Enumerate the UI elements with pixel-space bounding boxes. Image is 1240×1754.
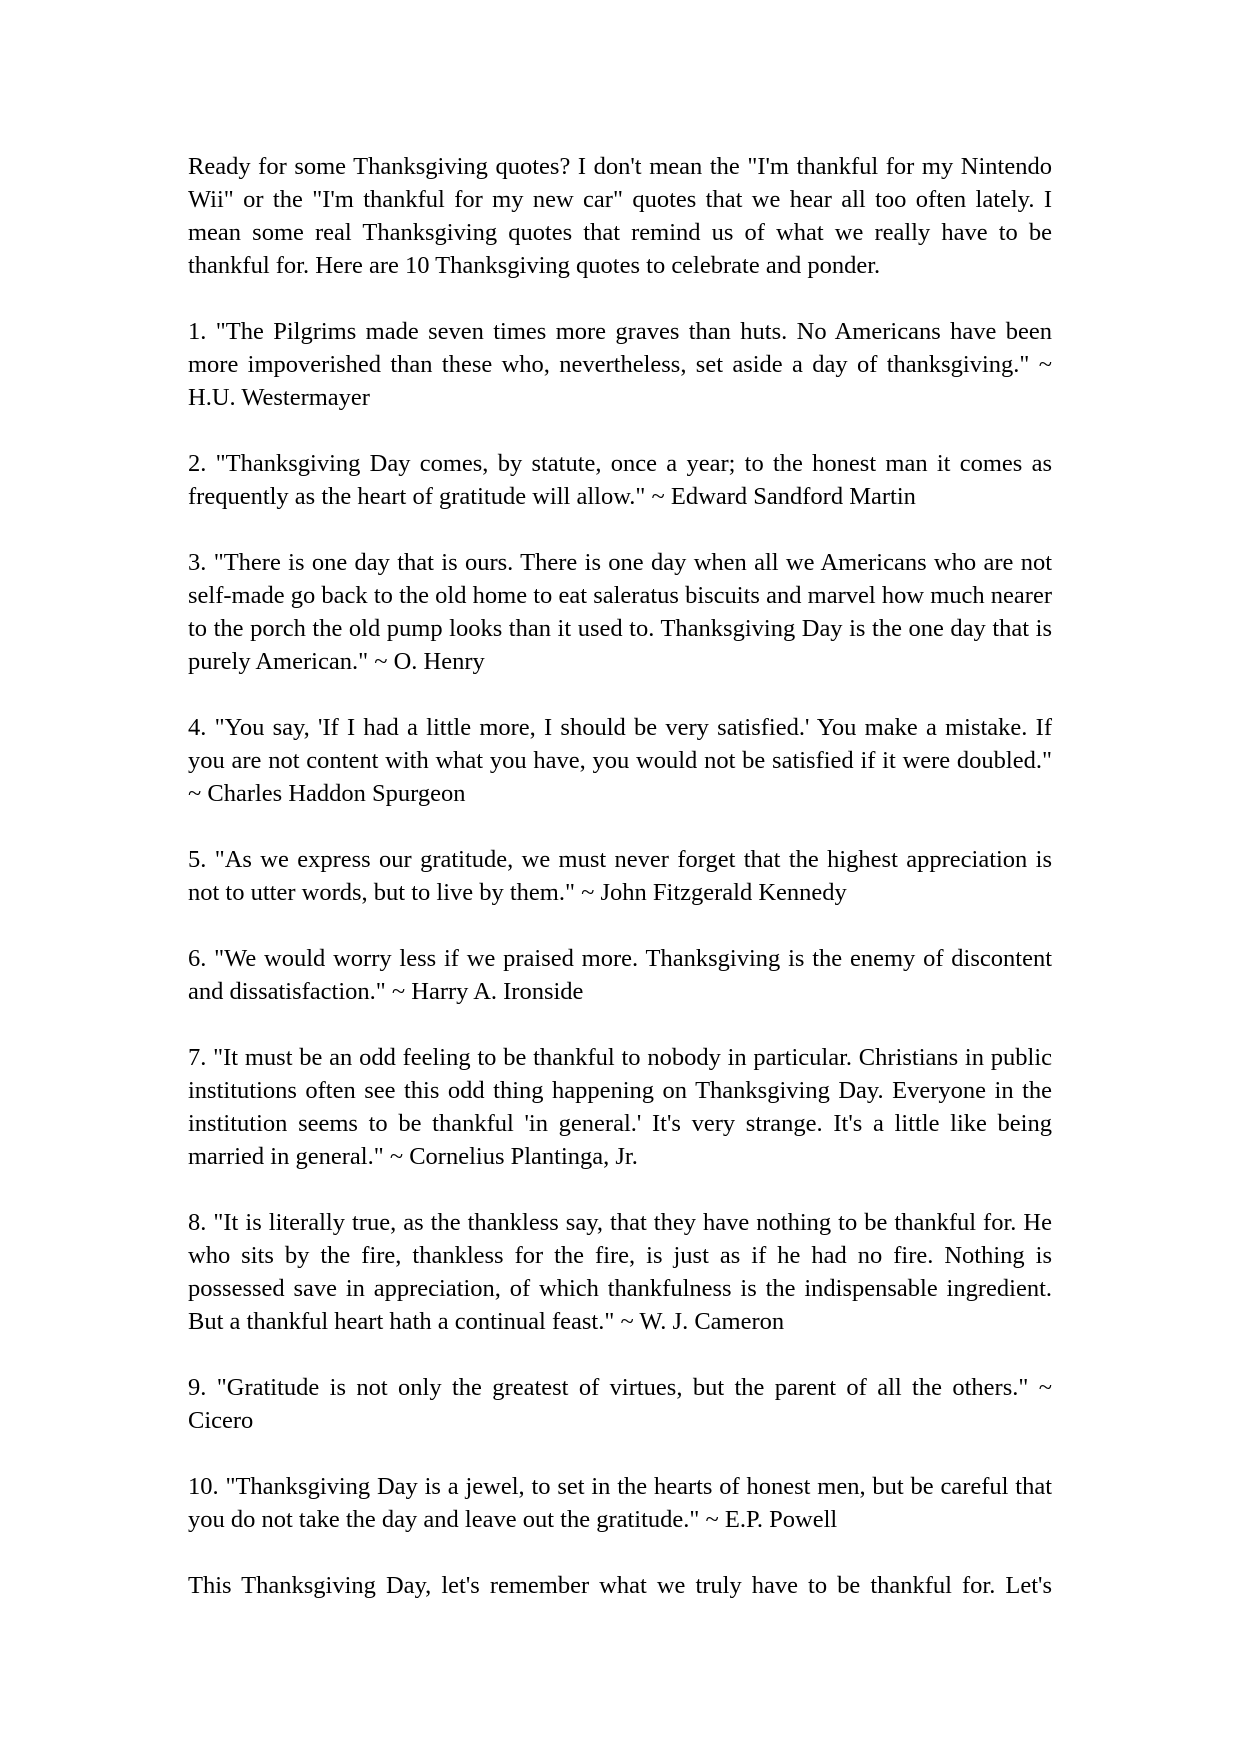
quote-5: 5. "As we express our gratitude, we must never forget that the highest appreciation is not to utter words, but to live by them." ~ John Fitzgerald Kennedy [188,846,1052,906]
quote-2: 2. "Thanksgiving Day comes, by statute, once a year; to the honest man it comes as frequently as the heart of gratitude will allow." ~ Edward Sandford Martin [188,450,1052,510]
quote-10: 10. "Thanksgiving Day is a jewel, to set in the hearts of honest men, but be careful that you do not take the day and leave out the gratitude." ~ E.P. Powell [188,1473,1052,1533]
quote-3: 3. "There is one day that is ours. There is one day when all we Americans who are not self-made go back to the old home to eat saleratus biscuits and marvel how much nearer to the porch the old pump looks than it used to. Thanksgiving Day is the one day that is purely American." ~ O. Henry [188,549,1052,675]
intro-paragraph: Ready for some Thanksgiving quotes? I don't mean the "I'm thankful for my Nintendo Wii" or the "I'm thankful for my new car" quotes that we hear all too often lately. I mean some real Thanksgiving quotes that remind us of what we really have to be thankful for. Here are 10 Thanksgiving quotes to celebrate and ponder. [188,153,1052,279]
quote-1: 1. "The Pilgrims made seven times more graves than huts. No Americans have been more impoverished than these who, nevertheless, set aside a day of thanksgiving." ~ H.U. Westermayer [188,318,1052,411]
closing-paragraph: This Thanksgiving Day, let's remember what we truly have to be thankful for. Let's [188,1572,1052,1599]
document-page [188,150,1052,1635]
quote-9: 9. "Gratitude is not only the greatest of virtues, but the parent of all the others." ~ Cicero [188,1374,1052,1434]
quote-8: 8. "It is literally true, as the thankless say, that they have nothing to be thankful for. He who sits by the fire, thankless for the fire, is just as if he had no fire. Nothing is possessed save in appreciation, of which thankfulness is the indispensable ingredient. But a thankful heart hath a continual feast." ~ W. J. Cameron [188,1209,1052,1335]
quote-6: 6. "We would worry less if we praised more. Thanksgiving is the enemy of discontent and dissatisfaction." ~ Harry A. Ironside [188,945,1052,1005]
quote-7: 7. "It must be an odd feeling to be thankful to nobody in particular. Christians in public institutions often see this odd thing happening on Thanksgiving Day. Everyone in the institution seems to be thankful 'in general.' It's very strange. It's a little like being married in general." ~ Cornelius Plantinga, Jr. [188,1044,1052,1170]
quote-4: 4. "You say, 'If I had a little more, I should be very satisfied.' You make a mistake. If you are not content with what you have, you would not be satisfied if it were doubled." ~ Charles Haddon Spurgeon [188,714,1052,807]
